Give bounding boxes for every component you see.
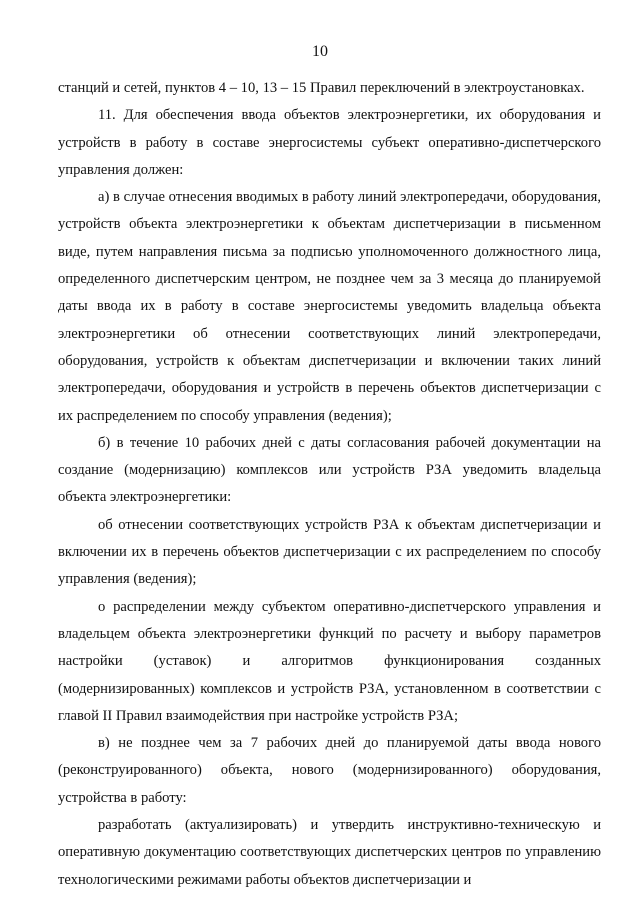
paragraph-continuation: станций и сетей, пунктов 4 – 10, 13 – 15 Правил переключений в электроустановках. [58,80,585,96]
paragraph-notice-assignment: об отнесении соответствующих устройств РЗА к объектам диспетчеризации и включении их в перечень объектов диспетчеризации с их распределением по способу управления (ведения); [58,516,601,588]
paragraph-subitem-a: а) в случае отнесения вводимых в работу линий электропередачи, оборудования, устройств объекта электроэнергетики к объектам диспетчеризации в письменном виде, путем направления письма за подписью уполномоченного должностного лица, определенного диспетчерским центром, не позднее чем за 3 месяца до планируемой даты ввода их в работу в составе энергосистемы уведомить владельца объекта электроэнергетики об отнесении соответствующих линий электропередачи, оборудования, устройств к объектам диспетчеризации и включении таких линий электропередачи, оборудования и устройств в перечень объектов диспетчеризации с их распределением по способу управления (ведения); [58,189,601,424]
paragraph-item-11: 11. Для обеспечения ввода объектов электроэнергетики, их оборудования и устройств в работу в составе энергосистемы субъект оперативно-диспетчерского управления должен: [58,107,601,178]
paragraph-develop-documentation: разработать (актуализировать) и утвердить инструктивно-техническую и оперативную документацию соответствующих диспетчерских центров по управлению технологическими режимами работы объектов диспетчеризации и [58,817,601,888]
page-number: 10 [312,43,328,60]
paragraph-subitem-b: б) в течение 10 рабочих дней с даты согласования рабочей документации на создание (модернизацию) комплексов или устройств РЗА уведомить владельца объекта электроэнергетики: [58,434,601,506]
paragraph-notice-distribution: о распределении между субъектом оперативно-диспетчерского управления и владельцем объекта электроэнергетики функций по расчету и выбору параметров настройки (уставок) и алгоритмов функционирования созданных (модернизированных) комплексов и устройств РЗА, установленном в соответствии с главой II Правил взаимодействия при настройке устройств РЗА; [58,598,601,724]
paragraph-subitem-v: в) не позднее чем за 7 рабочих дней до планируемой даты ввода нового (реконструированного) объекта, нового (модернизированного) оборудования, устройства в работу: [58,735,601,806]
document-body [58,75,601,894]
